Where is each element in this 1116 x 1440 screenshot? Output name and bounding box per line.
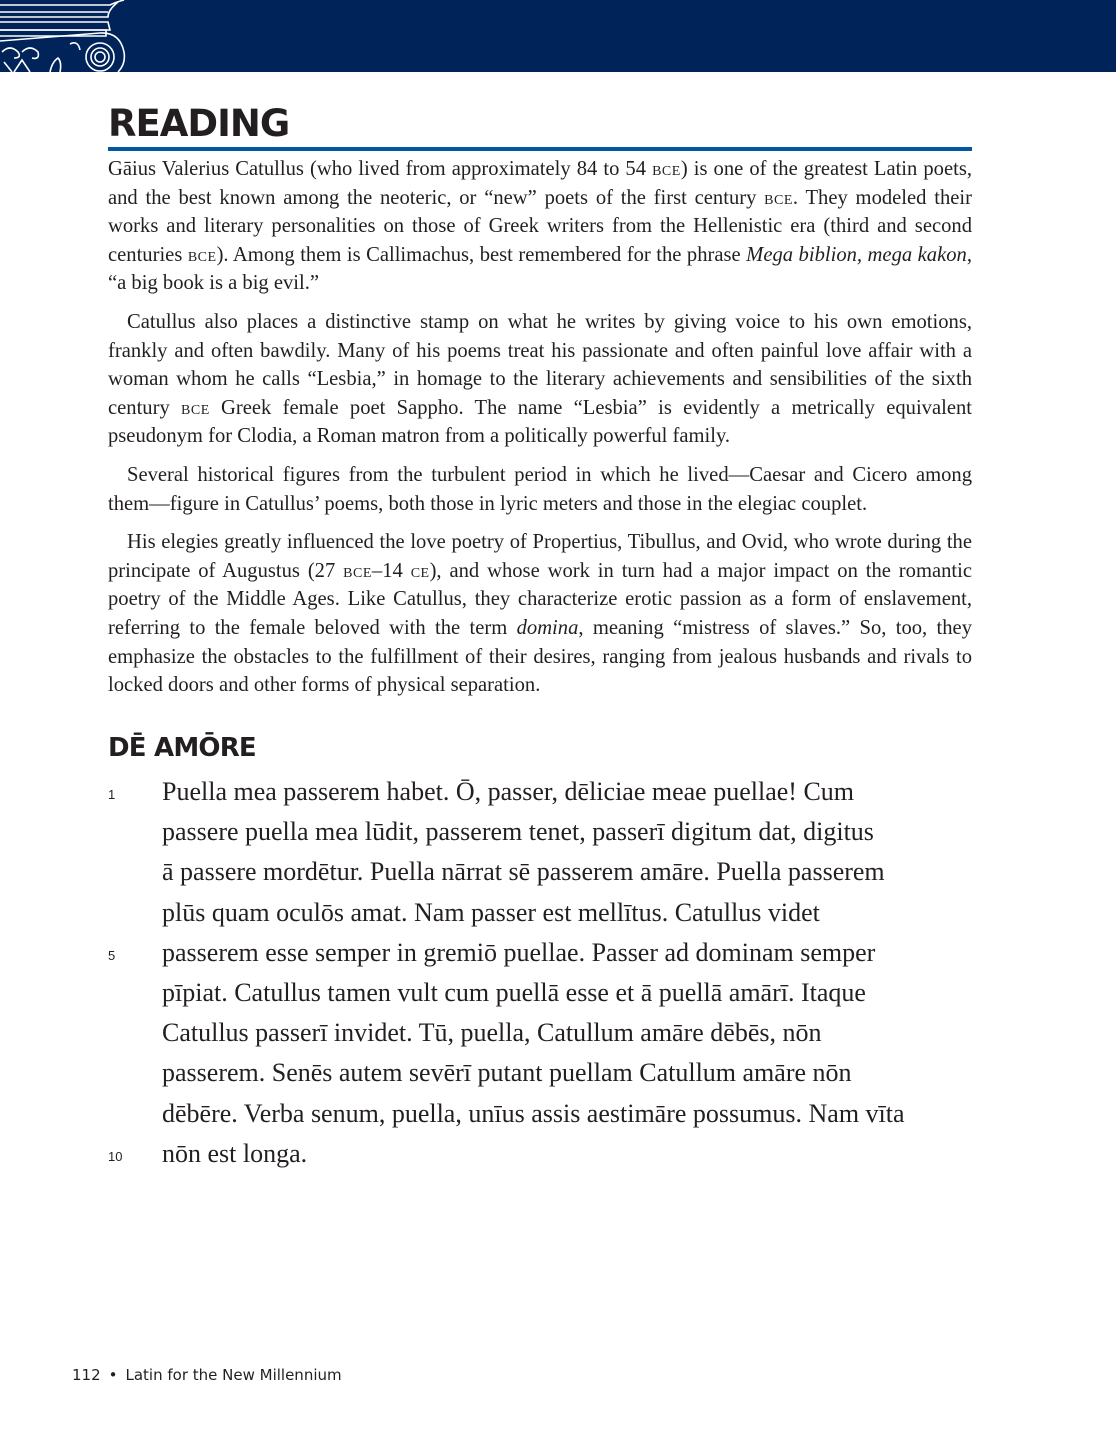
latin-line bbox=[108, 973, 988, 1013]
latin-line bbox=[108, 1134, 988, 1174]
line-text: Puella mea passerem habet. Ō, passer, dēliciae meae puellae! Cum bbox=[162, 777, 855, 806]
line-number: 10 bbox=[108, 1148, 123, 1164]
latin-line bbox=[108, 933, 988, 973]
intro-paragraph-4 bbox=[108, 528, 972, 700]
ionic-column-capital-icon bbox=[0, 0, 130, 72]
era-abbrev: bce bbox=[181, 396, 210, 419]
line-text: passerem. Senēs autem sevērī putant puellam Catullum amāre nōn bbox=[162, 1058, 852, 1088]
text-run: , meaning “mistress of slaves.” So, too, they emphasize the obstacles to the fulfillment of their desires, ranging from jealous husbands and rivals to locked doors and other forms of physical separation. bbox=[108, 616, 972, 697]
page-number: 112 bbox=[72, 1366, 101, 1384]
line-text: pīpiat. Catullus tamen vult cum puellā esse et ā puellā amārī. Itaque bbox=[162, 977, 866, 1007]
era-abbrev: bce bbox=[187, 243, 217, 266]
latin-phrase: Mega biblion, mega kakon bbox=[746, 243, 967, 266]
text-run: Catullus also places a distinctive stamp on what he writes by giving voice to his own emotions, frankly and often bawdily. Many of his poems treat his passionate and often painful love affair with a woman whom he calls “Lesbia,” in homage to the literary achievements and sensibilities of the sixth century bbox=[108, 310, 972, 419]
title-rule bbox=[108, 147, 972, 151]
line-text: plūs quam oculōs amat. Nam passer est mellītus. Catullus videt bbox=[162, 897, 820, 927]
latin-reading-passage bbox=[108, 772, 988, 1174]
text-run: ). Among them is Callimachus, best remembered for the phrase bbox=[216, 243, 747, 266]
page-title: READING bbox=[108, 102, 290, 145]
intro-paragraph-2 bbox=[108, 308, 972, 451]
introduction-text bbox=[108, 155, 972, 710]
line-text: ā passere mordētur. Puella nārrat sē passerem amāre. Puella passerem bbox=[162, 857, 885, 887]
section-title: DĒ AMŌRE bbox=[108, 733, 256, 763]
latin-line bbox=[108, 852, 988, 892]
latin-line bbox=[108, 772, 988, 812]
era-abbrev: ce bbox=[410, 559, 430, 582]
latin-term: domina bbox=[516, 616, 579, 639]
era-abbrev: bce bbox=[652, 158, 681, 180]
era-abbrev: bce bbox=[343, 559, 372, 582]
page-footer bbox=[72, 1366, 342, 1384]
intro-paragraph-3: Several historical figures from the turbulent period in which he lived—Caesar and Cicero among them—figure in Catullus’ poems, both those in lyric meters and those in the elegiac couplet. bbox=[108, 463, 972, 515]
line-text: dēbēre. Verba senum, puella, unīus assis aestimāre possumus. Nam vīta bbox=[162, 1098, 905, 1128]
text-run: Gāius Valerius Catullus (who lived from approximately 84 to 54 bbox=[108, 158, 653, 180]
text-run: ), and whose work in turn had a major impact on the romantic poetry of the Middle Ages. Like Catullus, they characterize erotic passion as a form of enslavement, referring to the female beloved with the term bbox=[108, 559, 972, 639]
latin-line bbox=[108, 893, 988, 933]
text-run: Greek female poet Sappho. The name “Lesbia” is evidently a metrically equivalent pseudonym for Clodia, a Roman matron from a politically powerful family. bbox=[108, 396, 972, 448]
era-abbrev: bce bbox=[764, 186, 793, 209]
line-text: nōn est longa. bbox=[162, 1138, 308, 1168]
line-text: Catullus passerī invidet. Tū, puella, Catullum amāre dēbēs, nōn bbox=[162, 1018, 822, 1048]
line-number: 5 bbox=[108, 947, 116, 963]
text-run: His elegies greatly influenced the love poetry of Propertius, Tibullus, and Ovid, who wrote during the principate of Augustus (27 bbox=[108, 531, 972, 582]
book-title: Latin for the New Millennium bbox=[125, 1366, 342, 1384]
text-run: . They modeled their works and literary personalities on those of Greek writers from the Hellenistic era (third and second centuries bbox=[108, 186, 972, 266]
bullet-separator: • bbox=[108, 1366, 118, 1384]
latin-line bbox=[108, 1094, 988, 1134]
latin-line bbox=[108, 1013, 988, 1053]
text-run: ) is one of the greatest Latin poets, and the best known among the neoteric, or “new” poets of the first century bbox=[108, 158, 972, 209]
text-run: , “a big book is a big evil.” bbox=[108, 243, 972, 295]
line-text: passere puella mea lūdit, passerem tenet, passerī digitum dat, digitus bbox=[162, 817, 874, 847]
line-number: 1 bbox=[108, 787, 116, 802]
header-bar bbox=[0, 0, 1116, 72]
latin-line bbox=[108, 812, 988, 852]
latin-line bbox=[108, 1053, 988, 1093]
text-run: –14 bbox=[371, 559, 411, 582]
line-text: passerem esse semper in gremiō puellae. Passer ad dominam semper bbox=[162, 937, 876, 967]
intro-paragraph-1 bbox=[108, 155, 972, 298]
